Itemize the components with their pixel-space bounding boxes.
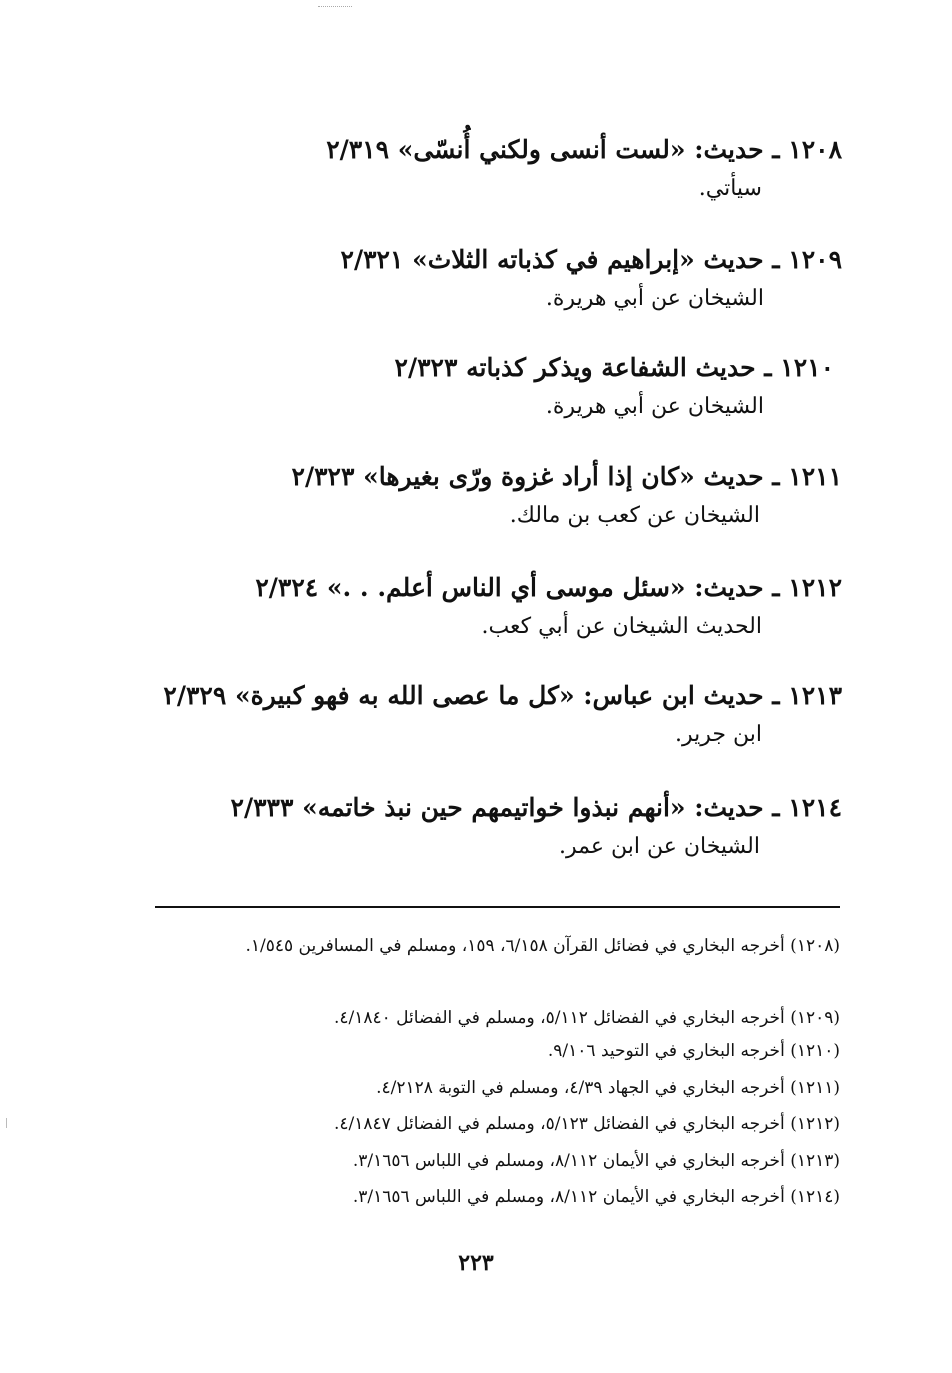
footnote: (١٢٠٨) أخرجه البخاري في فضائل القرآن ٦/١٥٨، ١٥٩، ومسلم في المسافرين ١/٥٤٥. — [245, 936, 840, 956]
hadith-heading: ١٢١٠ ـ حديث الشفاعة ويذكر كذباته ٢/٣٢٣ — [394, 353, 834, 382]
hadith-heading: ١٢٠٩ ـ حديث «إبراهيم في كذباته الثلاث» ٢/٣٢١ — [340, 245, 842, 274]
hadith-entry — [102, 240, 842, 318]
hadith-entry — [102, 676, 842, 754]
hadith-heading: ١٢١٣ ـ حديث ابن عباس: «كل ما عصى الله به فهو كبيرة» ٢/٣٢٩ — [163, 681, 842, 710]
footnote: (١٢١٢) أخرجه البخاري في الفضائل ٥/١٢٣، ومسلم في الفضائل ٤/١٨٤٧. — [333, 1114, 840, 1134]
footnote: (١٢١١) أخرجه البخاري في الجهاد ٤/٣٩، ومسلم في التوبة ٤/٢١٢٨. — [376, 1078, 840, 1098]
hadith-entry — [102, 788, 842, 866]
hadith-source: الشيخان عن ابن عمر. — [559, 834, 760, 859]
hadith-source: الشيخان عن أبي هريرة. — [545, 286, 764, 311]
footnote: (١٢١٣) أخرجه البخاري في الأيمان ٨/١١٢، ومسلم في اللباس ٣/١٦٥٦. — [352, 1151, 840, 1171]
footnote: (١٢٠٩) أخرجه البخاري في الفضائل ٥/١١٢، ومسلم في الفضائل ٤/١٨٤٠. — [333, 1008, 840, 1028]
hadith-source: ابن جرير. — [675, 722, 762, 747]
hadith-source: سيأتي. — [698, 176, 762, 201]
scan-mark — [318, 6, 352, 7]
hadith-entry — [102, 568, 842, 646]
hadith-entry — [102, 457, 842, 535]
hadith-heading: ١٢١٤ ـ حديث: «أنهم نبذوا خواتيمهم حين نبذ خاتمه» ٢/٣٣٣ — [230, 793, 842, 822]
hadith-source: الحديث الشيخان عن أبي كعب. — [481, 614, 762, 639]
footnote: (١٢١٤) أخرجه البخاري في الأيمان ٨/١١٢، ومسلم في اللباس ٣/١٦٥٦. — [352, 1187, 840, 1207]
footnote-divider — [155, 906, 840, 908]
footnote: (١٢١٠) أخرجه البخاري في التوحيد ٩/١٠٦. — [547, 1041, 840, 1061]
hadith-entry — [94, 348, 834, 426]
scan-mark-edge — [6, 1118, 7, 1128]
hadith-heading: ١٢١١ ـ حديث «كان إذا أراد غزوة ورّى بغيرها» ٢/٣٢٣ — [291, 462, 842, 491]
hadith-heading: ١٢١٢ ـ حديث: «سئل موسى أي الناس أعلم. . .» ٢/٣٢٤ — [255, 573, 842, 602]
hadith-heading: ١٢٠٨ ـ حديث: «لست أنسى ولكني أُنسّى» ٢/٣١٩ — [326, 135, 842, 164]
hadith-source: الشيخان عن أبي هريرة. — [545, 394, 764, 419]
hadith-entry — [102, 130, 842, 208]
page-number: ٢٢٣ — [458, 1250, 494, 1276]
hadith-source: الشيخان عن كعب بن مالك. — [509, 503, 760, 528]
